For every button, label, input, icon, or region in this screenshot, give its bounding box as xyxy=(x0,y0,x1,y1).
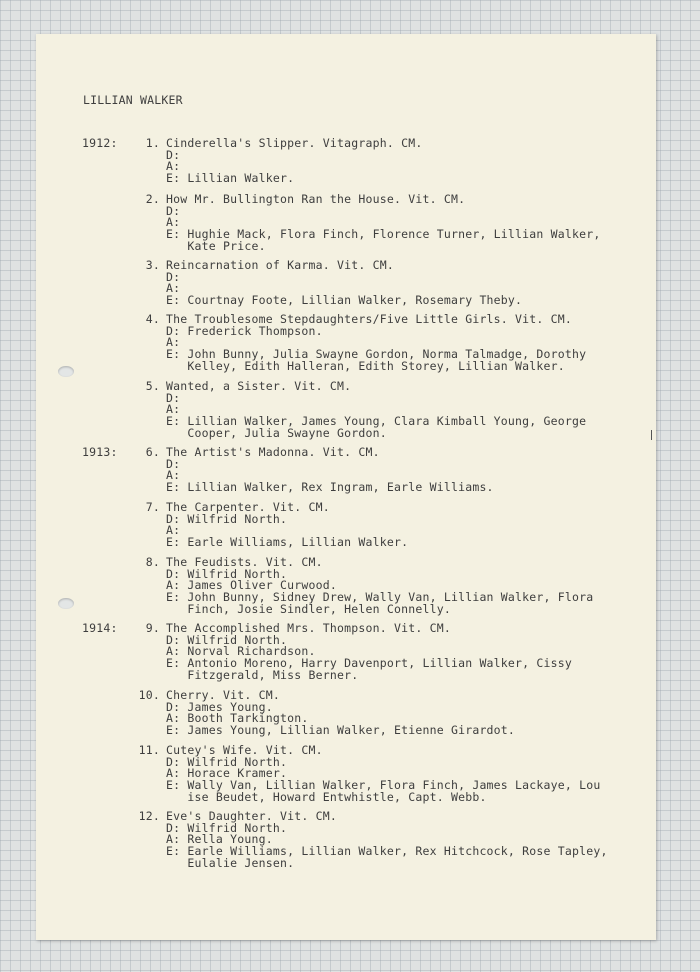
credit-line: A: xyxy=(166,215,181,230)
credit-line: A: xyxy=(166,159,181,174)
credit-line: Eulalie Jensen. xyxy=(166,855,295,870)
credit-line: E: Courtnay Foote, Lillian Walker, Rosemary Theby. xyxy=(166,293,523,308)
punch-hole xyxy=(58,598,74,609)
film-title: Eve's Daughter. Vit. CM. xyxy=(166,809,337,823)
credit-line: D: Wilfrid North. xyxy=(166,632,288,647)
credit-line: E: John Bunny, Julia Swayne Gordon, Norma Talmadge, Dorothy xyxy=(166,347,587,362)
entry-number: 11. xyxy=(138,743,160,757)
year-label: 1914: xyxy=(82,621,118,635)
credit-line: E: James Young, Lillian Walker, Etienne Girardot. xyxy=(166,723,516,738)
film-title: The Troublesome Stepdaughters/Five Little Girls. Vit. CM. xyxy=(166,312,573,326)
credit-line: D: Wilfrid North. xyxy=(166,754,288,769)
film-title: Reincarnation of Karma. Vit. CM. xyxy=(166,258,394,272)
entry-number: 7. xyxy=(145,500,160,514)
entry-number: 3. xyxy=(145,258,160,272)
film-title: How Mr. Bullington Ran the House. Vit. CM. xyxy=(166,192,466,206)
credit-line: A: xyxy=(166,523,181,538)
credit-line: Cooper, Julia Swayne Gordon. xyxy=(166,425,387,440)
punch-hole xyxy=(58,366,74,377)
credit-line: Kelley, Edith Halleran, Edith Storey, Lillian Walker. xyxy=(166,358,565,373)
credit-line: A: xyxy=(166,402,181,417)
pencil-mark xyxy=(651,430,652,440)
entry-number: 5. xyxy=(145,379,160,393)
entry-number: 12. xyxy=(138,809,160,823)
entry-number: 1. xyxy=(145,136,160,150)
film-title: The Accomplished Mrs. Thompson. Vit. CM. xyxy=(166,621,451,635)
entry-number: 2. xyxy=(145,192,160,206)
credit-line: D: James Young. xyxy=(166,699,273,714)
entry-number: 10. xyxy=(138,688,160,702)
credit-line: A: xyxy=(166,335,181,350)
credit-line: E: Hughie Mack, Flora Finch, Florence Turner, Lillian Walker, xyxy=(166,227,601,242)
credit-line: A: Booth Tarkington. xyxy=(166,711,309,726)
credit-line: A: Norval Richardson. xyxy=(166,644,316,659)
year-label: 1912: xyxy=(82,136,118,150)
credit-line: E: Earle Williams, Lillian Walker, Rex Hitchcock, Rose Tapley, xyxy=(166,844,608,859)
credit-line: A: James Oliver Curwood. xyxy=(166,578,337,593)
film-title: The Artist's Madonna. Vit. CM. xyxy=(166,445,380,459)
credit-line: D: xyxy=(166,456,181,471)
credit-line: A: xyxy=(166,281,181,296)
page-title: LILLIAN WALKER xyxy=(83,93,183,107)
credit-line: A: Horace Kramer. xyxy=(166,766,288,781)
credit-line: D: Frederick Thompson. xyxy=(166,323,323,338)
entry-number: 6. xyxy=(145,445,160,459)
credit-line: A: Rella Young. xyxy=(166,832,273,847)
credit-line: D: Wilfrid North. xyxy=(166,820,288,835)
year-label: 1913: xyxy=(82,445,118,459)
credit-line: D: Wilfrid North. xyxy=(166,511,288,526)
entry-number: 9. xyxy=(145,621,160,635)
credit-line: D: xyxy=(166,390,181,405)
credit-line: E: Lillian Walker, James Young, Clara Kimball Young, George xyxy=(166,414,587,429)
credit-line: E: Lillian Walker. xyxy=(166,171,295,186)
film-title: The Feudists. Vit. CM. xyxy=(166,555,323,569)
credit-line: ise Beudet, Howard Entwhistle, Capt. Webb. xyxy=(166,789,487,804)
entry-number: 4. xyxy=(145,312,160,326)
credit-line: E: Lillian Walker, Rex Ingram, Earle Williams. xyxy=(166,480,494,495)
film-title: Cherry. Vit. CM. xyxy=(166,688,280,702)
credit-line: E: Wally Van, Lillian Walker, Flora Finch, James Lackaye, Lou xyxy=(166,778,601,793)
film-title: Cutey's Wife. Vit. CM. xyxy=(166,743,323,757)
credit-line: E: John Bunny, Sidney Drew, Wally Van, Lillian Walker, Flora xyxy=(166,590,594,605)
credit-line: D: xyxy=(166,147,181,162)
typewritten-page xyxy=(36,34,656,940)
credit-line: A: xyxy=(166,468,181,483)
credit-line: Finch, Josie Sindler, Helen Connelly. xyxy=(166,601,451,616)
credit-line: Kate Price. xyxy=(166,238,266,253)
credit-line: E: Antonio Moreno, Harry Davenport, Lillian Walker, Cissy xyxy=(166,656,573,671)
film-title: Wanted, a Sister. Vit. CM. xyxy=(166,379,352,393)
entry-number: 8. xyxy=(145,555,160,569)
film-title: Cinderella's Slipper. Vitagraph. CM. xyxy=(166,136,423,150)
credit-line: D: xyxy=(166,203,181,218)
credit-line: Fitzgerald, Miss Berner. xyxy=(166,667,359,682)
credit-line: E: Earle Williams, Lillian Walker. xyxy=(166,535,409,550)
credit-line: D: Wilfrid North. xyxy=(166,566,288,581)
credit-line: D: xyxy=(166,269,181,284)
film-title: The Carpenter. Vit. CM. xyxy=(166,500,330,514)
